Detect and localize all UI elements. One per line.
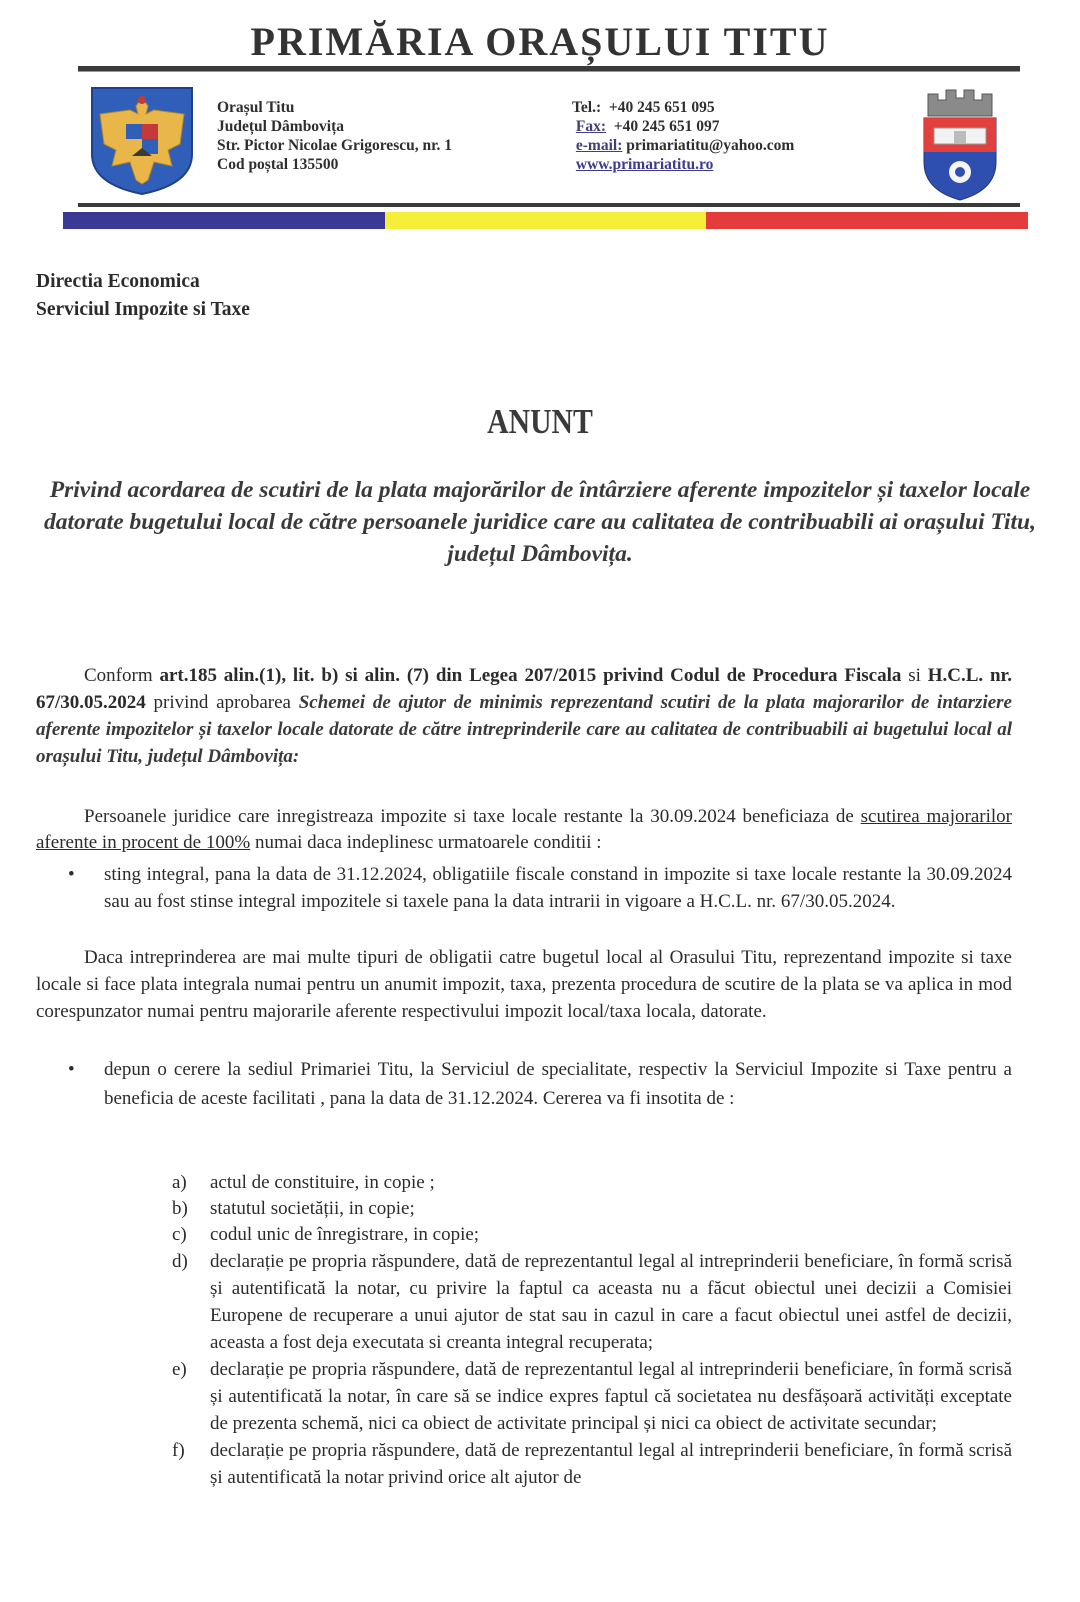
multiple-obligations-paragraph: Daca intreprinderea are mai multe tipuri de obligatii catre bugetul local al Orasului Titu, reprezentand impozite si taxe locale si face plata integrala numai pentru un anumit impozit, taxa, prezenta procedura de scutire de la plata se va aplica in mod corespunzator numai pentru majorarile aferente respectivului impozit local/taxa locala, datorate. [36, 947, 1012, 1022]
address-postal-code: Cod poștal 135500 [217, 156, 339, 173]
email-link[interactable]: primariatitu@yahoo.com [626, 137, 795, 154]
list-item-text: codul unic de înregistrare, in copie; [210, 1224, 480, 1245]
address-city: Orașul Titu [217, 99, 295, 116]
tricolor-red [706, 212, 1028, 229]
list-marker: a) [172, 1172, 187, 1193]
contact-tel [572, 98, 794, 117]
eligibility-underlined: scutirea majorarilor aferente in procent de 100% [36, 806, 1012, 853]
contact-email [572, 136, 794, 155]
intro-scheme-title: Schemei de ajutor de minimis reprezentand scutiri de la plata majorarilor de intarziere aferente impozitelor și taxelor locale datorate de către intreprinderile care au calitatea de contribuabili ai bugetului local al orașului Titu, județul Dâmbovița: [36, 692, 1012, 767]
contact-fax [572, 117, 794, 136]
list-item [172, 1170, 1012, 1196]
list-item [172, 1437, 1012, 1491]
intro-legal-reference: art.185 alin.(1), lit. b) si alin. (7) din Legea 207/2015 privind Codul de Procedura Fiscala [159, 665, 902, 686]
list-item [172, 1196, 1012, 1222]
intro-hcl-reference: H.C.L. nr. 67/30.05.2024 [36, 665, 1013, 713]
org-title: PRIMĂRIA ORAȘULUI TITU [250, 19, 830, 64]
department-name: Directia Economica [36, 271, 200, 292]
list-item [172, 1222, 1012, 1248]
website-link[interactable]: www.primariatitu.ro [575, 156, 714, 173]
list-marker: d) [172, 1251, 188, 1272]
service-name: Serviciul Impozite si Taxe [36, 299, 250, 320]
intro-text: si [901, 665, 928, 686]
contact-block [572, 98, 794, 174]
eligibility-text: numai daca indeplinesc urmatoarele conditii : [250, 832, 602, 853]
eligibility-text: Persoanele juridice care inregistreaza impozite si taxe locale restante la 30.09.2024 beneficiaza de [84, 806, 861, 827]
document-subtitle: Privind acordarea de scutiri de la plata majorărilor de întârziere aferente impozitelor și taxelor locale datorate bugetului local de către persoanele juridice care au calitatea de contribuabili ai orașului Titu, județul Dâmbovița. [43, 477, 1036, 567]
header-rule-top [78, 66, 1020, 72]
list-item [172, 1356, 1012, 1437]
intro-text: Conform [84, 665, 160, 686]
condition-text-2: depun o cerere la sediul Primariei Titu, la Serviciul de specialitate, respectiv la Serviciul Impozite si Taxe pentru a beneficia de aceste facilitati , pana la data de 31.12.2024. Cererea va fi insotita de : [104, 1059, 1012, 1109]
list-marker: b) [172, 1198, 188, 1219]
list-item-text: actul de constituire, in copie ; [210, 1172, 435, 1193]
condition-bullet-1 [36, 861, 1012, 915]
required-documents-list [172, 1170, 1012, 1491]
fax-label: Fax: [575, 118, 607, 135]
tricolor-band [63, 212, 1028, 229]
list-item-text: declarație pe propria răspundere, dată de reprezentantul legal al intreprinderii beneficiare, în formă scrisă și autentificată la notar, în care să se indice expres faptul că societatea nu desfășoară activități exceptate de prezenta schemă, nici ca obiect de activitate principal și nici ca obiect de activitate secundar; [210, 1359, 1012, 1434]
list-item [172, 1248, 1012, 1356]
address-county: Județul Dâmbovița [217, 118, 345, 135]
condition-text-1: sting integral, pana la data de 31.12.2024, obligatiile fiscale constand in impozite si taxe locale restante la 30.09.2024 sau au fost stinse integral impozitele si taxele pana la data intrarii in vigoare a H.C.L. nr. 67/30.05.2024. [104, 864, 1012, 912]
department-block [36, 268, 250, 324]
email-label: e-mail: [575, 137, 623, 154]
tricolor-yellow [385, 212, 707, 229]
titu-coat-of-arms-icon [920, 84, 1000, 202]
list-marker: e) [172, 1359, 187, 1380]
document-heading: ANUNT [487, 402, 593, 441]
header-rule-bottom [78, 203, 1020, 207]
list-item-text: declarație pe propria răspundere, dată de reprezentantul legal al intreprinderii beneficiare, în formă scrisă și autentificată la notar privind orice alt ajutor de [210, 1440, 1012, 1488]
contact-website [572, 155, 794, 174]
list-item-text: statutul societății, in copie; [210, 1198, 415, 1219]
tel-label: Tel.: [572, 99, 602, 116]
tricolor-blue [63, 212, 385, 229]
bullet-icon: • [68, 864, 75, 885]
address-street: Str. Pictor Nicolae Grigorescu, nr. 1 [217, 137, 453, 154]
fax-value: +40 245 651 097 [613, 118, 720, 135]
intro-paragraph [36, 662, 1012, 770]
intro-text: privind aprobarea [145, 692, 299, 713]
list-marker: f) [172, 1440, 185, 1461]
tel-value: +40 245 651 095 [608, 99, 715, 116]
list-item-text: declarație pe propria răspundere, dată de reprezentantul legal al intreprinderii beneficiare, în formă scrisă și autentificată la notar, cu privire la faptul ca aceasta nu a făcut obiectul unei decizii a Comisiei Europene de recuperare a unui ajutor de stat sau in cazul in care a facut obiectul unei astfel de decizii, aceasta a fost deja executata si creanta integral recuperata; [210, 1251, 1012, 1353]
address-block [217, 98, 452, 174]
bullet-icon: • [68, 1059, 75, 1080]
eligibility-paragraph [36, 804, 1012, 856]
condition-bullet-2 [36, 1055, 1012, 1113]
list-marker: c) [172, 1224, 187, 1245]
romania-coat-of-arms-icon [88, 84, 196, 196]
